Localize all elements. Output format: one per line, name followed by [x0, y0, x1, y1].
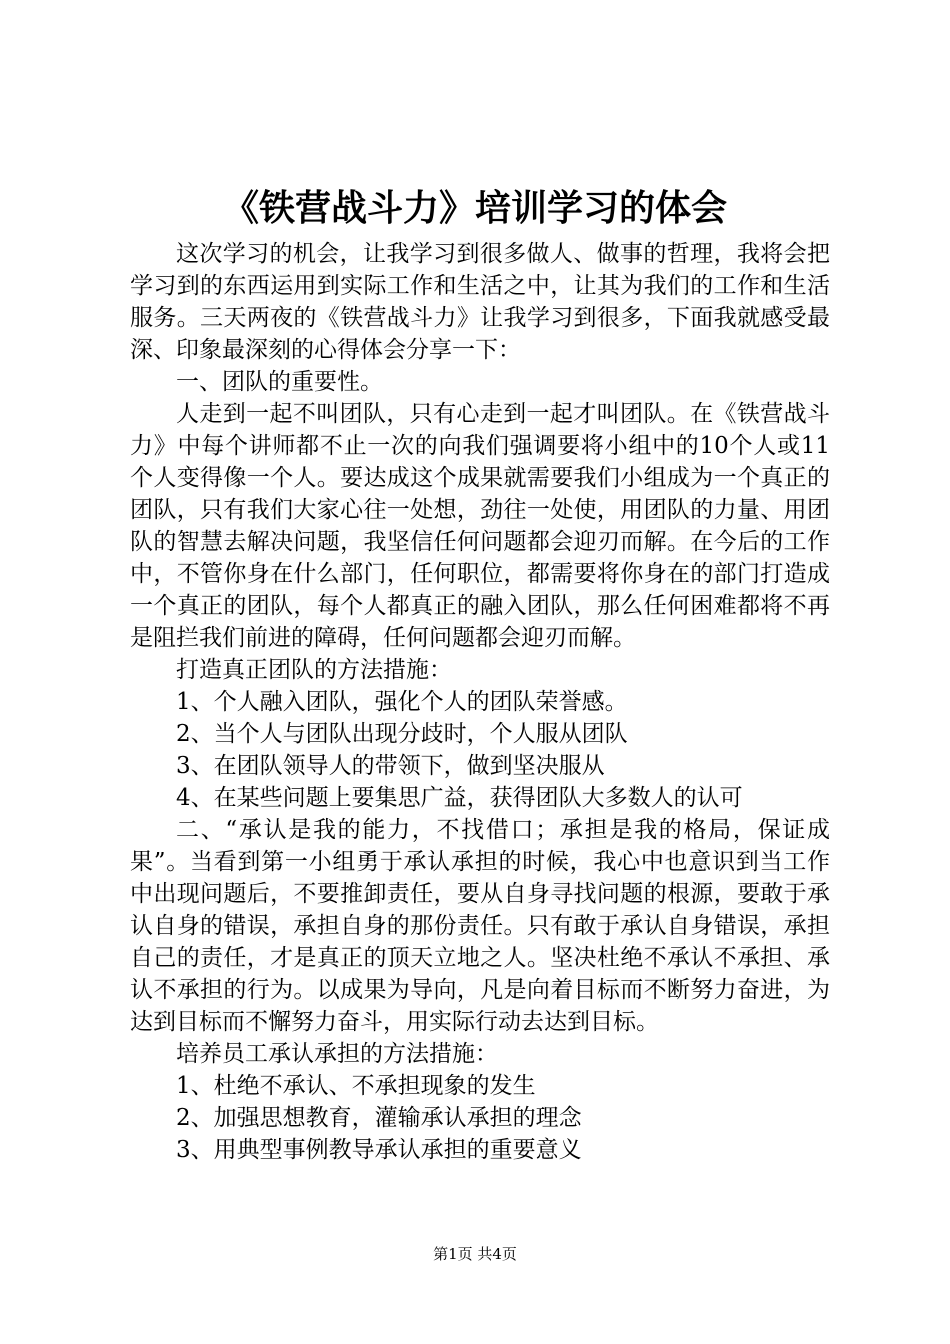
list-item: 3、用典型事例教导承认承担的重要意义 [176, 1137, 582, 1163]
list-item: 1、个人融入团队，强化个人的团队荣誉感。 [176, 689, 628, 715]
list-item: 2、当个人与团队出现分歧时，个人服从团队 [176, 721, 628, 747]
list-item: 2、加强思想教育，灌输承认承担的理念 [176, 1105, 582, 1131]
page-number-footer: 第1页 共4页 [433, 1245, 517, 1263]
paragraph-intro: 这次学习的机会，让我学习到很多做人、做事的哲理，我将会把学习到的东西运用到实际工作和生活之中，让其为我们的工作和生活服务。三天两夜的《铁营战斗力》让我学习到很多，下面我就感受最深、印象最深刻的心得体会分享一下： [130, 241, 830, 363]
section-heading-team: 一、团队的重要性。 [176, 369, 383, 395]
document-body [130, 238, 830, 1166]
paragraph-responsibility: 二、“承认是我的能力，不找借口；承担是我的格局，保证成果”。当看到第一小组勇于承认承担的时候，我心中也意识到当工作中出现问题后，不要推卸责任，要从自身寻找问题的根源，要敢于承认自身的错误，承担自身的那份责任。只有敢于承认自身错误，承担自己的责任，才是真正的顶天立地之人。坚决杜绝不承认不承担、承认不承担的行为。以成果为导向，凡是向着目标而不断努力奋进，为达到目标而不懈努力奋斗，用实际行动去达到目标。 [130, 817, 830, 1035]
list-heading-team-methods: 打造真正团队的方法措施： [176, 657, 452, 683]
document-title: 《铁营战斗力》培训学习的体会 [222, 187, 727, 229]
list-item: 3、在团队领导人的带领下，做到坚决服从 [176, 753, 605, 779]
list-heading-responsibility-methods: 培养员工承认承担的方法措施： [176, 1041, 498, 1067]
paragraph-team: 人走到一起不叫团队，只有心走到一起才叫团队。在《铁营战斗力》中每个讲师都不止一次的向我们强调要将小组中的10个人或11个人变得像一个人。要达成这个成果就需要我们小组成为一个真正的团队，只有我们大家心往一处想，劲往一处使，用团队的力量、用团队的智慧去解决问题，我坚信任何问题都会迎刃而解。在今后的工作中，不管你身在什么部门，任何职位，都需要将你身在的部门打造成一个真正的团队，每个人都真正的融入团队，那么任何困难都将不再是阻拦我们前进的障碍，任何问题都会迎刃而解。 [130, 401, 830, 651]
list-item: 1、杜绝不承认、不承担现象的发生 [176, 1073, 536, 1099]
list-item: 4、在某些问题上要集思广益，获得团队大多数人的认可 [176, 785, 743, 811]
